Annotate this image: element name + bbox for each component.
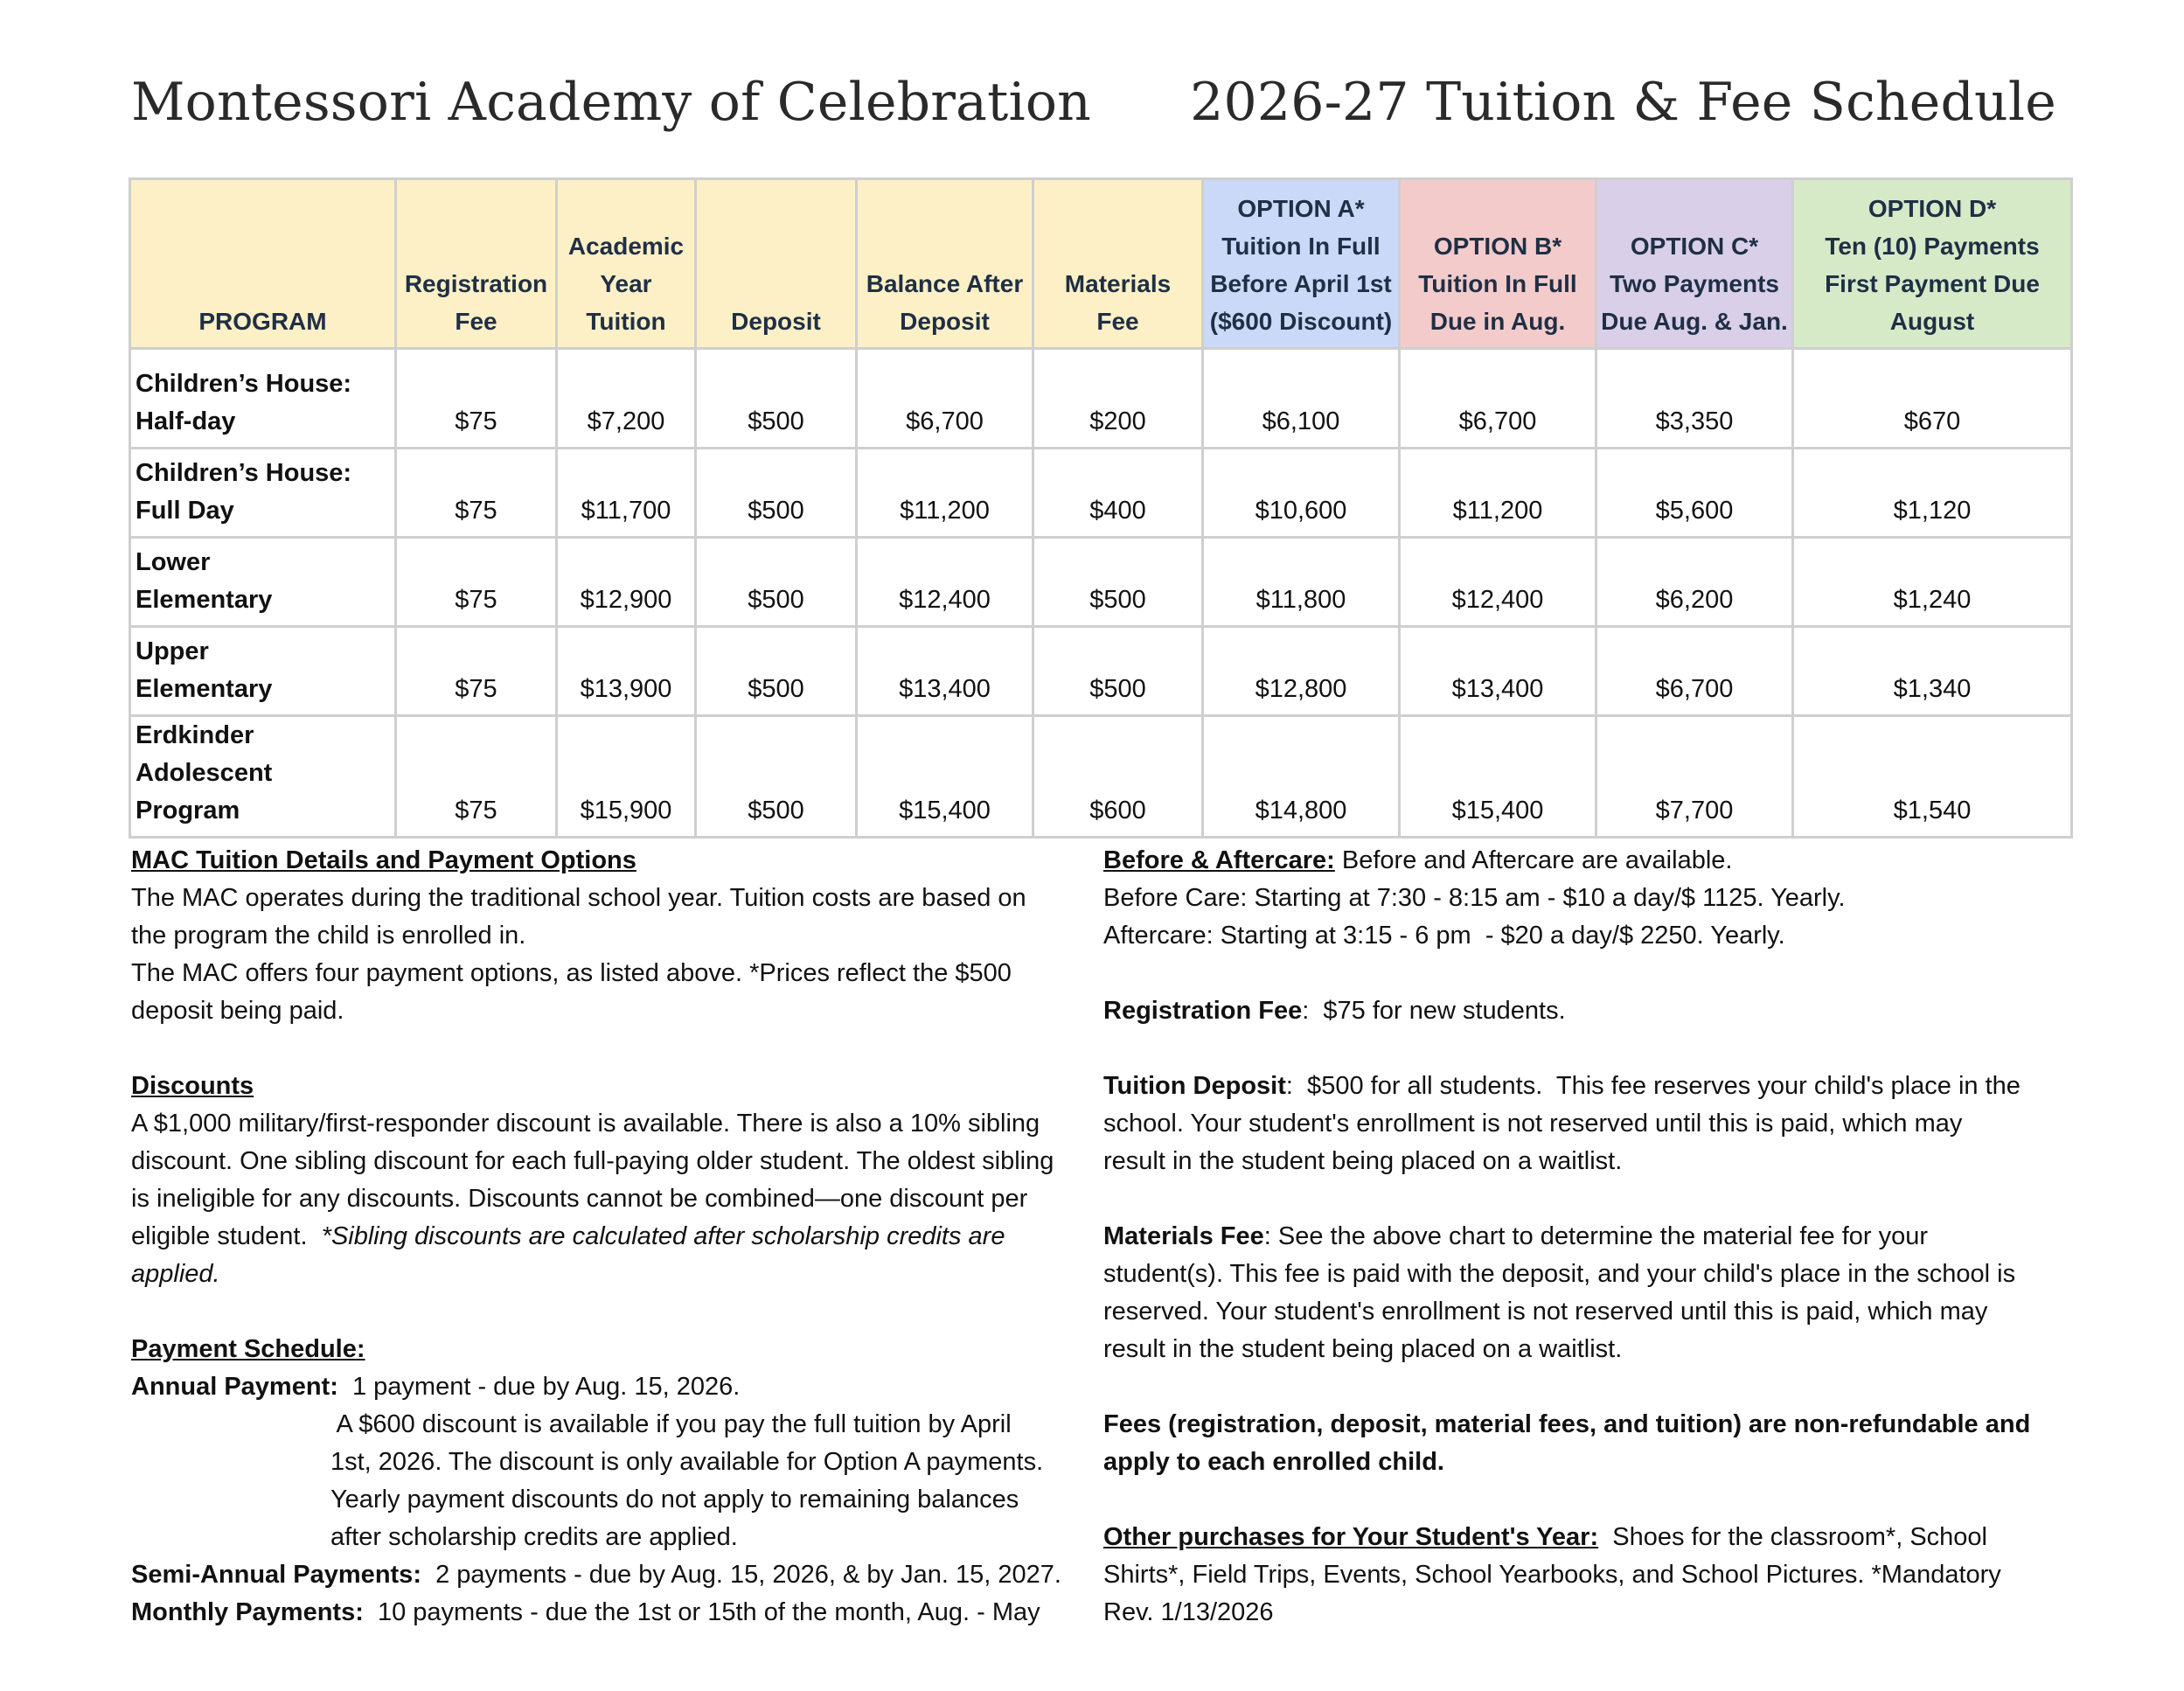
annual-note: after scholarship credits are applied. [330, 1523, 738, 1551]
table-row [130, 349, 2072, 449]
program-name-cell: Children’s House: Half-day [130, 349, 396, 449]
annual-payment-line: Annual Payment: 1 payment - due by Aug. 15, 2026. [131, 1373, 741, 1401]
materials-fee-cell: $500 [1033, 538, 1203, 627]
option-a-cell: $11,800 [1203, 538, 1400, 627]
deposit-cell: $500 [696, 449, 857, 538]
discount-text: A $1,000 military/first-responder discount is available. There is also a 10% sibling [131, 1110, 1040, 1138]
tuition-fee-table [129, 177, 2073, 839]
tuition-deposit-text: result in the student being placed on a waitlist. [1103, 1147, 1623, 1175]
tuition-cell: $12,900 [557, 538, 696, 627]
annual-note: A $600 discount is available if you pay the full tuition by April [330, 1410, 1012, 1438]
other-purchases-text: Shirts*, Field Trips, Events, School Yearbooks, and School Pictures. *Mandatory [1103, 1561, 2001, 1589]
program-name-cell: Lower Elementary [130, 538, 396, 627]
registration-fee-cell: $75 [396, 716, 557, 838]
table-header-row [130, 179, 2072, 349]
schedule-title: 2026-27 Tuition & Fee Schedule [1190, 72, 2056, 133]
balance-cell: $11,200 [857, 449, 1033, 538]
option-d-cell: $1,240 [1793, 538, 2072, 627]
deposit-cell: $500 [696, 627, 857, 716]
column-header-registration-fee: Registration Fee [396, 179, 557, 349]
column-header-program: PROGRAM [130, 179, 396, 349]
annual-note: 1st, 2026. The discount is only available for Option A payments. [330, 1448, 1044, 1476]
before-care-line: Before Care: Starting at 7:30 - 8:15 am - $10 a day/$ 1125. Yearly. [1103, 884, 1846, 912]
deposit-cell: $500 [696, 716, 857, 838]
option-d-cell: $1,120 [1793, 449, 2072, 538]
registration-fee-cell: $75 [396, 449, 557, 538]
tuition-cell: $7,200 [557, 349, 696, 449]
details-text: The MAC operates during the traditional school year. Tuition costs are based on [131, 884, 1026, 912]
column-header-option-c: OPTION C* Two Payments Due Aug. & Jan. [1596, 179, 1793, 349]
program-name-cell: Erdkinder Adolescent Program [130, 716, 396, 838]
option-d-cell: $1,540 [1793, 716, 2072, 838]
monthly-payment-line: Monthly Payments: 10 payments - due the 1st or 15th of the month, Aug. - May [131, 1598, 1040, 1626]
tuition-cell: $15,900 [557, 716, 696, 838]
school-name: Montessori Academy of Celebration [131, 72, 1091, 133]
balance-cell: $12,400 [857, 538, 1033, 627]
discount-text: is ineligible for any discounts. Discounts cannot be combined—one discount per [131, 1185, 1028, 1213]
annual-note: Yearly payment discounts do not apply to remaining balances [330, 1486, 1019, 1514]
details-text: the program the child is enrolled in. [131, 922, 526, 950]
non-refundable-notice: apply to each enrolled child. [1103, 1448, 1444, 1476]
semi-annual-payment-line: Semi-Annual Payments: 2 payments - due by Aug. 15, 2026, & by Jan. 15, 2027. [131, 1561, 1061, 1589]
option-c-cell: $3,350 [1596, 349, 1793, 449]
details-heading: MAC Tuition Details and Payment Options [131, 846, 636, 874]
table-row [130, 449, 2072, 538]
option-b-cell: $6,700 [1400, 349, 1596, 449]
program-name-cell: Upper Elementary [130, 627, 396, 716]
option-a-cell: $10,600 [1203, 449, 1400, 538]
option-d-cell: $1,340 [1793, 627, 2072, 716]
aftercare-line: Before & Aftercare: Before and Aftercare are available. [1103, 846, 1733, 874]
discount-text: eligible student. *Sibling discounts are calculated after scholarship credits are [131, 1222, 1005, 1250]
option-a-cell: $6,100 [1203, 349, 1400, 449]
balance-cell: $13,400 [857, 627, 1033, 716]
tuition-cell: $11,700 [557, 449, 696, 538]
table-row [130, 538, 2072, 627]
column-header-academic-year-tuition: Academic Year Tuition [557, 179, 696, 349]
tuition-deposit-line: Tuition Deposit: $500 for all students. This fee reserves your child's place in the [1103, 1072, 2021, 1100]
option-c-cell: $7,700 [1596, 716, 1793, 838]
option-a-cell: $12,800 [1203, 627, 1400, 716]
other-purchases-line: Other purchases for Your Student's Year: Shoes for the classroom*, School [1103, 1523, 1987, 1551]
materials-fee-cell: $600 [1033, 716, 1203, 838]
materials-fee-cell: $500 [1033, 627, 1203, 716]
registration-fee-cell: $75 [396, 627, 557, 716]
registration-fee-cell: $75 [396, 349, 557, 449]
option-b-cell: $13,400 [1400, 627, 1596, 716]
materials-fee-text: reserved. Your student's enrollment is not reserved until this is paid, which may [1103, 1298, 1988, 1326]
option-a-cell: $14,800 [1203, 716, 1400, 838]
option-d-cell: $670 [1793, 349, 2072, 449]
materials-fee-cell: $200 [1033, 349, 1203, 449]
discount-note: applied. [131, 1260, 220, 1288]
column-header-option-b: OPTION B* Tuition In Full Due in Aug. [1400, 179, 1596, 349]
option-b-cell: $12,400 [1400, 538, 1596, 627]
deposit-cell: $500 [696, 349, 857, 449]
table-row [130, 716, 2072, 838]
tuition-cell: $13,900 [557, 627, 696, 716]
balance-cell: $15,400 [857, 716, 1033, 838]
option-c-cell: $5,600 [1596, 449, 1793, 538]
tuition-deposit-text: school. Your student's enrollment is not reserved until this is paid, which may [1103, 1110, 1963, 1138]
details-text: deposit being paid. [131, 997, 344, 1025]
option-c-cell: $6,200 [1596, 538, 1793, 627]
deposit-cell: $500 [696, 538, 857, 627]
details-text: The MAC offers four payment options, as listed above. *Prices reflect the $500 [131, 959, 1012, 987]
revision-date: Rev. 1/13/2026 [1103, 1598, 1274, 1626]
tuition-details-column [131, 842, 1071, 1632]
column-header-option-a: OPTION A* Tuition In Full Before April 1st ($600 Discount) [1203, 179, 1400, 349]
option-b-cell: $15,400 [1400, 716, 1596, 838]
fees-info-column [1103, 842, 2065, 1632]
option-b-cell: $11,200 [1400, 449, 1596, 538]
program-name-cell: Children’s House: Full Day [130, 449, 396, 538]
column-header-deposit: Deposit [696, 179, 857, 349]
discount-text: discount. One sibling discount for each full-paying older student. The oldest sibling [131, 1147, 1054, 1175]
column-header-balance-after-deposit: Balance After Deposit [857, 179, 1033, 349]
materials-fee-text: result in the student being placed on a waitlist. [1103, 1335, 1623, 1363]
payment-schedule-heading: Payment Schedule: [131, 1335, 365, 1363]
aftercare-rate-line: Aftercare: Starting at 3:15 - 6 pm - $20 a day/$ 2250. Yearly. [1103, 922, 1785, 950]
table-row [130, 627, 2072, 716]
column-header-option-d: OPTION D* Ten (10) Payments First Payment Due August [1793, 179, 2072, 349]
option-c-cell: $6,700 [1596, 627, 1793, 716]
discounts-heading: Discounts [131, 1072, 254, 1100]
column-header-materials-fee: Materials Fee [1033, 179, 1203, 349]
materials-fee-cell: $400 [1033, 449, 1203, 538]
materials-fee-text: student(s). This fee is paid with the deposit, and your child's place in the school is [1103, 1260, 2016, 1288]
registration-fee-line: Registration Fee: $75 for new students. [1103, 997, 1566, 1025]
materials-fee-line: Materials Fee: See the above chart to determine the material fee for your [1103, 1222, 1929, 1250]
balance-cell: $6,700 [857, 349, 1033, 449]
registration-fee-cell: $75 [396, 538, 557, 627]
non-refundable-notice: Fees (registration, deposit, material fees, and tuition) are non-refundable and [1103, 1410, 2031, 1438]
